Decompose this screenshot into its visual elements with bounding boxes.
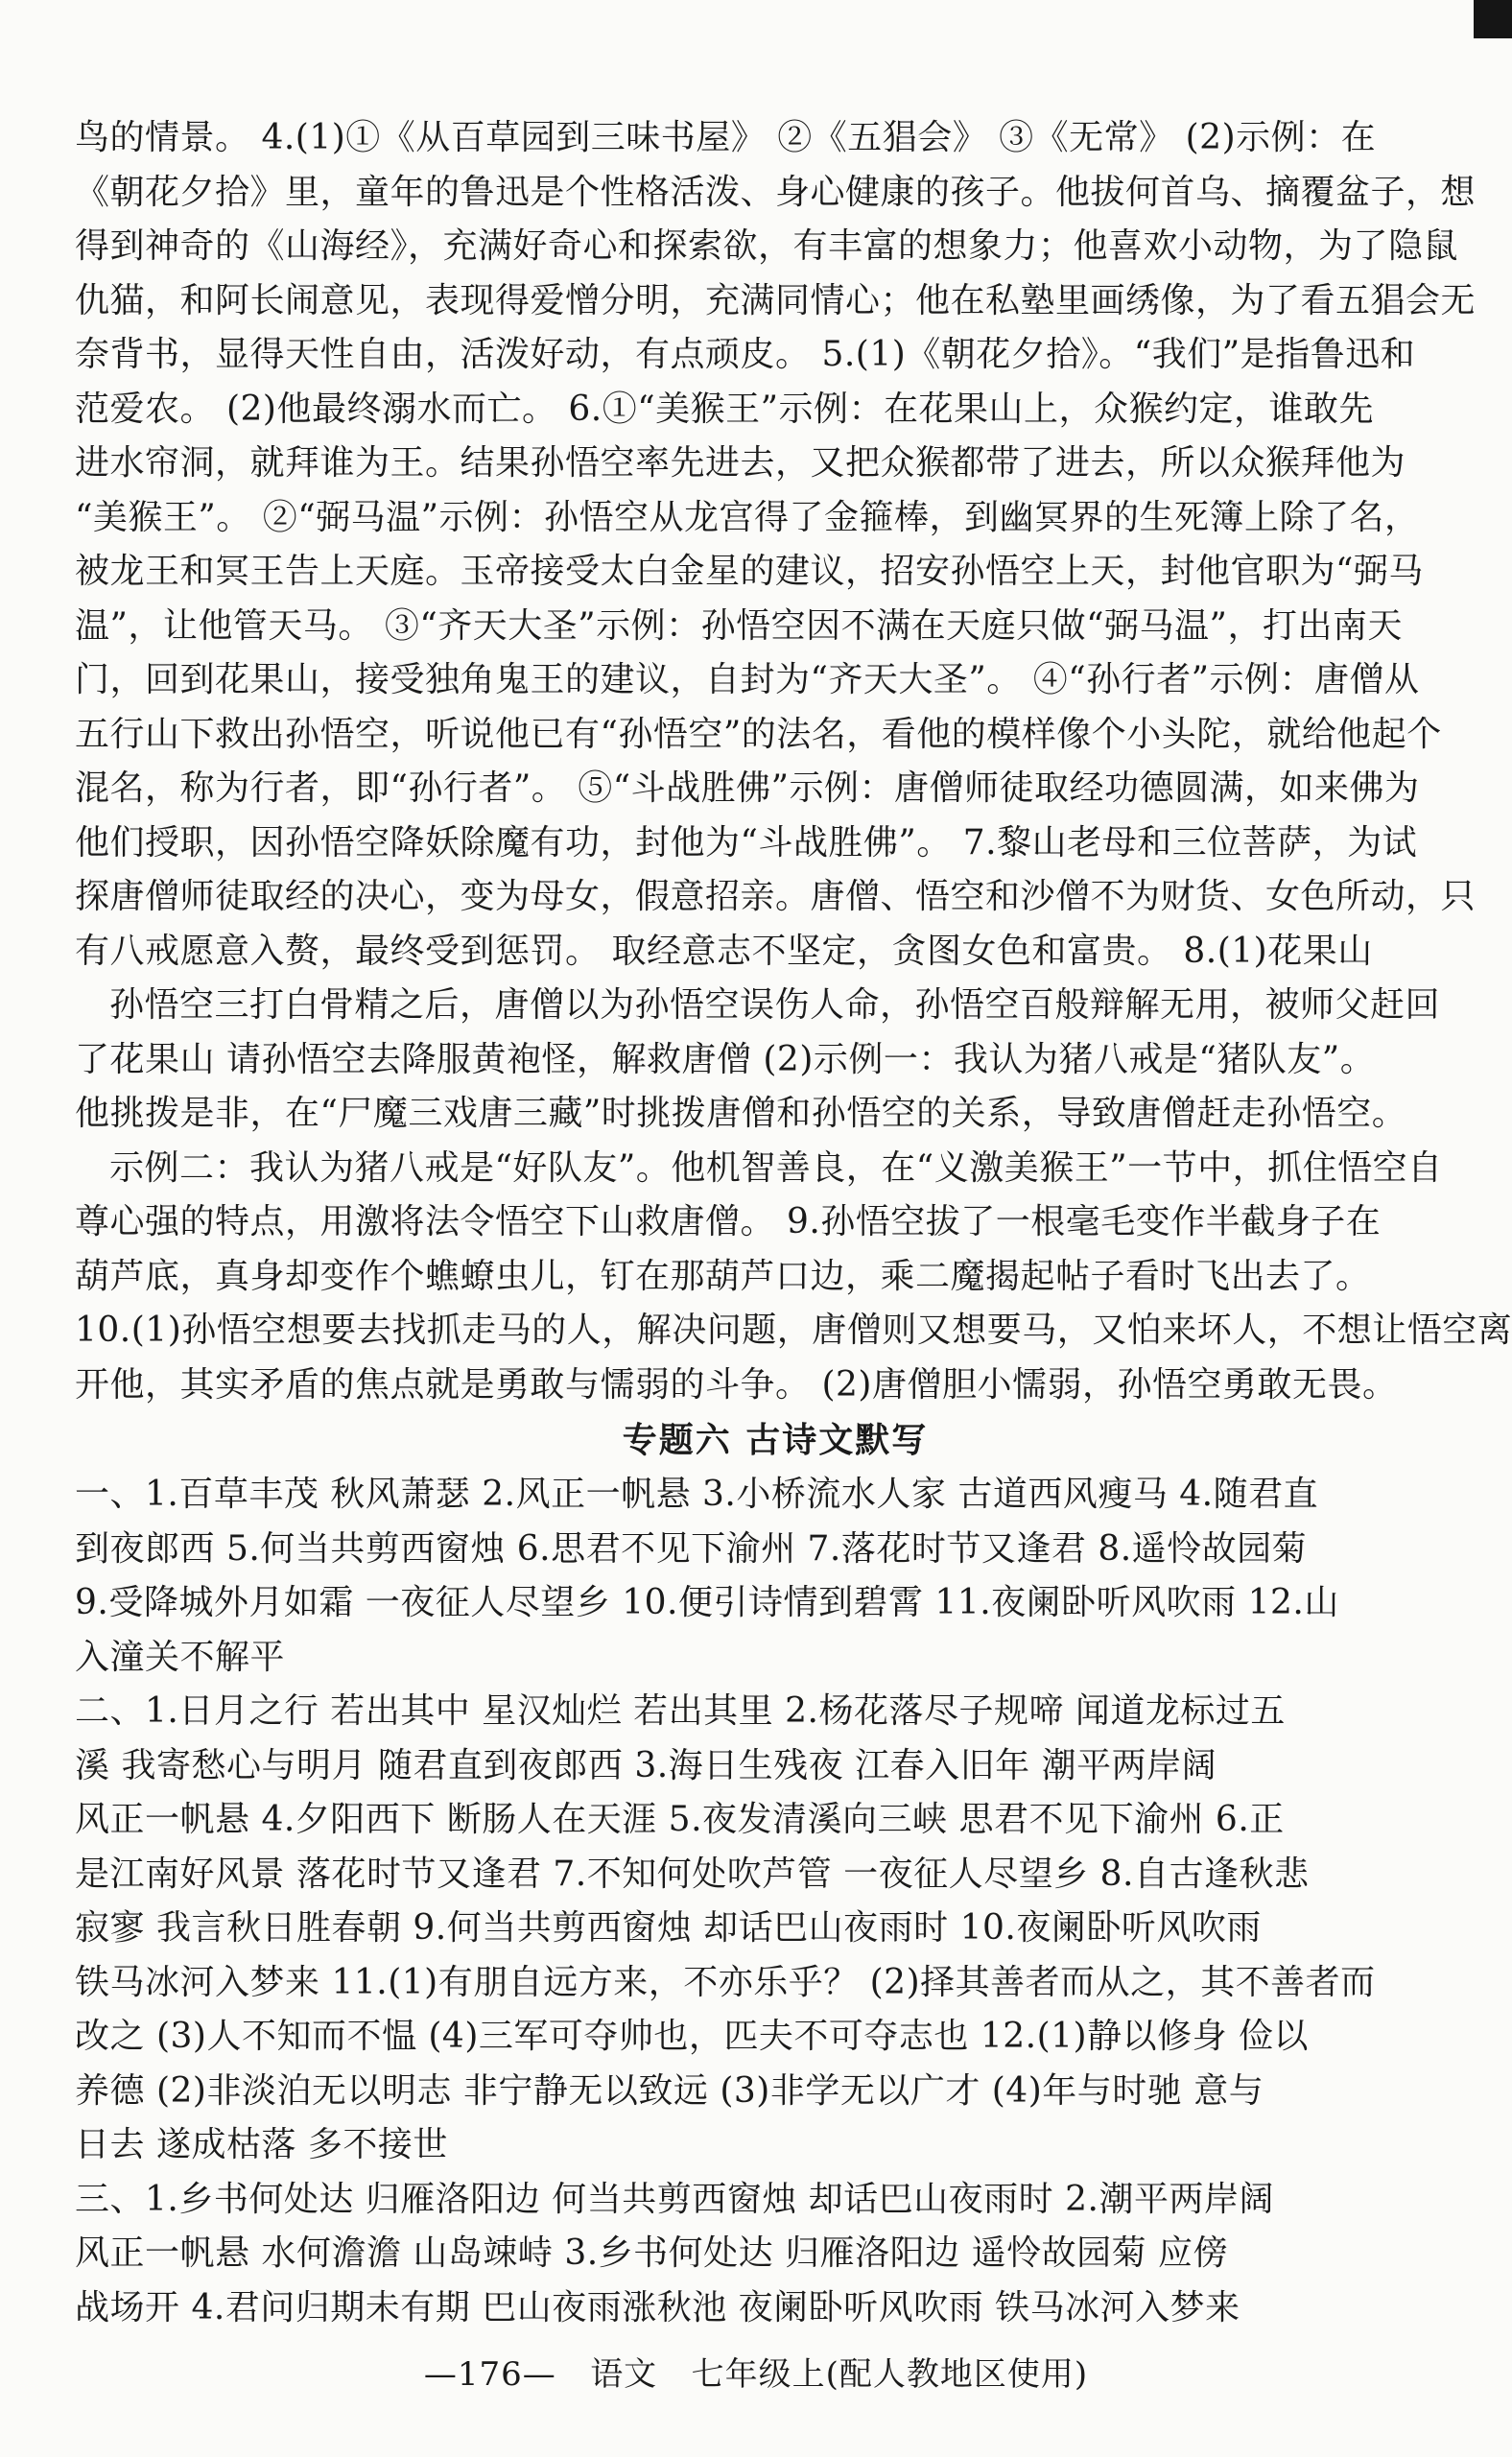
text-line: 他们授职，因孙悟空降妖除魔有功，封他为“斗战胜佛”。 7.黎山老母和三位菩萨，为试 <box>75 822 1418 862</box>
text-line: 一、1.百草丰茂 秋风萧瑟 2.风正一帆悬 3.小桥流水人家 古道西风瘦马 4.随君直 <box>75 1475 1319 1514</box>
text-line: 铁马冰河入梦来 11.(1)有朋自远方来，不亦乐乎？ (2)择其善者而从之，其不善者而 <box>75 1962 1376 2002</box>
text-line: 养德 (2)非淡泊无以明志 非宁静无以致远 (3)非学无以广才 (4)年与时驰 意与 <box>75 2070 1264 2111</box>
text-line: 9.受降城外月如霜 一夜征人尽望乡 10.便引诗情到碧霄 11.夜阑卧听风吹雨 12.山 <box>75 1583 1339 1622</box>
poetry-recitation-answers <box>75 1468 1437 2335</box>
text-line: 开他，其实矛盾的焦点就是勇敢与懦弱的斗争。 (2)唐僧胆小懦弱，孙悟空勇敢无畏。 <box>75 1364 1398 1405</box>
text-line: 战场开 4.君问归期未有期 巴山夜雨涨秋池 夜阑卧听风吹雨 铁马冰河入梦来 <box>75 2287 1240 2327</box>
text-line: 探唐僧师徒取经的决心，变为母女，假意招亲。唐僧、悟空和沙僧不为财货、女色所动，只 <box>75 877 1477 916</box>
corner-crop-mark <box>1474 0 1512 38</box>
page-number: 176 <box>457 2355 523 2394</box>
text-line: 风正一帆悬 水何澹澹 山岛竦峙 3.乡书何处达 归雁洛阳边 遥怜故园菊 应傍 <box>75 2233 1229 2273</box>
section-heading: 专题六 古诗文默写 <box>622 1420 929 1460</box>
text-line: 示例二：我认为猪八戒是“好队友”。他机智善良，在“义激美猴王”一节中，抓住悟空自 <box>109 1147 1443 1188</box>
footer-grade: 七年级上(配人教地区使用) <box>691 2355 1089 2394</box>
text-line: 到夜郎西 5.何当共剪西窗烛 6.思君不见下渝州 7.落花时节又逢君 8.遥怜故园菊 <box>75 1528 1308 1569</box>
text-line: 门，回到花果山，接受独角鬼王的建议，自封为“齐天大圣”。 ④“孙行者”示例：唐僧从 <box>75 660 1420 699</box>
text-line: 葫芦底，真身却变作个蟭蟟虫儿，钉在那葫芦口边，乘二魔揭起帖子看时飞出去了。 <box>75 1256 1371 1296</box>
text-line: 混名，称为行者，即“孙行者”。 ⑤“斗战胜佛”示例：唐僧师徒取经功德圆满，如来佛为 <box>75 768 1420 808</box>
reading-answers-block <box>75 111 1477 979</box>
text-line: 溪 我寄愁心与明月 随君直到夜郎西 3.海日生残夜 江春入旧年 潮平两岸阔 <box>75 1745 1217 1785</box>
text-line: 改之 (3)人不知而不愠 (4)三军可夺帅也，匹夫不可夺志也 12.(1)静以修身 俭以 <box>75 2017 1310 2056</box>
text-line: “美猴王”。 ②“弼马温”示例：孙悟空从龙宫得了金箍棒，到幽冥界的生死簿上除了名， <box>75 497 1420 537</box>
text-line: 入潼关不解平 <box>75 1637 286 1677</box>
reading-answers-block-b <box>75 1033 1437 1142</box>
text-line: 鸟的情景。 4.(1)①《从百草园到三味书屋》 ②《五猖会》 ③《无常》 (2)示例：在 <box>75 118 1377 157</box>
text-line: 是江南好风景 落花时节又逢君 7.不知何处吹芦管 一夜征人尽望乡 8.自古逢秋悲 <box>75 1854 1310 1894</box>
text-line: 范爱农。 (2)他最终溺水而亡。 6.①“美猴王”示例：在花果山上，众猴约定，谁敢先 <box>75 389 1375 429</box>
text-line: 寂寥 我言秋日胜春朝 9.何当共剪西窗烛 却话巴山夜雨时 10.夜阑卧听风吹雨 <box>75 1908 1262 1948</box>
text-line: 五行山下救出孙悟空，听说他已有“孙悟空”的法名，看他的模样像个小头陀，就给他起个 <box>75 714 1442 754</box>
text-line: 孙悟空三打白骨精之后，唐僧以为孙悟空误伤人命，孙悟空百般辩解无用，被师父赶回 <box>109 985 1441 1025</box>
page-footer: —176— 语文 七年级上(配人教地区使用) <box>423 2355 1089 2394</box>
answer-text-body <box>75 111 1512 2335</box>
reading-answers-block-c <box>75 1195 1512 1412</box>
text-line: 三、1.乡书何处达 归雁洛阳边 何当共剪西窗烛 却话巴山夜雨时 2.潮平两岸阔 <box>75 2179 1274 2219</box>
reading-answers-indented <box>75 979 1441 1033</box>
text-line: 奈背书，显得天性自由，活泼好动，有点顽皮。 5.(1)《朝花夕拾》。“我们”是指鲁迅和 <box>75 335 1416 374</box>
text-line: 《朝花夕拾》里，童年的鲁迅是个性格活泼、身心健康的孩子。他拔何首乌、摘覆盆子，想 <box>75 172 1477 212</box>
reading-answers-indented-2 <box>75 1142 1443 1196</box>
text-line: 温”，让他管天马。 ③“齐天大圣”示例：孙悟空因不满在天庭只做“弼马温”，打出南天 <box>75 605 1403 646</box>
text-line: 了花果山 请孙悟空去降服黄袍怪，解救唐僧 (2)示例一：我认为猪八戒是“猪队友”。 <box>75 1039 1376 1079</box>
text-line: 得到神奇的《山海经》，充满好奇心和探索欲，有丰富的想象力；他喜欢小动物，为了隐鼠 <box>75 226 1459 266</box>
text-line: 风正一帆悬 4.夕阳西下 断肠人在天涯 5.夜发清溪向三峡 思君不见下渝州 6.正 <box>75 1800 1285 1839</box>
text-line: 10.(1)孙悟空想要去找抓走马的人，解决问题，唐僧则又想要马，又怕来坏人，不想让悟空离 <box>75 1311 1512 1350</box>
text-line: 二、1.日月之行 若出其中 星汉灿烂 若出其里 2.杨花落尽子规啼 闻道龙标过五 <box>75 1691 1286 1731</box>
text-line: 仇猫，和阿长闹意见，表现得爱憎分明，充满同情心；他在私塾里画绣像，为了看五猖会无 <box>75 280 1477 320</box>
footer-subject: 语文 <box>590 2355 658 2394</box>
text-line: 有八戒愿意入赘，最终受到惩罚。 取经意志不坚定，贪图女色和富贵。 8.(1)花果山 <box>75 931 1373 971</box>
text-line: 被龙王和冥王告上天庭。玉帝接受太白金星的建议，招安孙悟空上天，封他官职为“弼马 <box>75 552 1424 591</box>
text-line: 进水帘洞，就拜谁为王。结果孙悟空率先进去，又把众猴都带了进去，所以众猴拜他为 <box>75 443 1406 483</box>
text-line: 尊心强的特点，用激将法令悟空下山救唐僧。 9.孙悟空拔了一根毫毛变作半截身子在 <box>75 1202 1382 1241</box>
text-line: 他挑拨是非，在“尸魔三戏唐三藏”时挑拨唐僧和孙悟空的关系，导致唐僧赶走孙悟空。 <box>75 1094 1407 1133</box>
text-line: 日去 遂成枯落 多不接世 <box>75 2125 448 2164</box>
